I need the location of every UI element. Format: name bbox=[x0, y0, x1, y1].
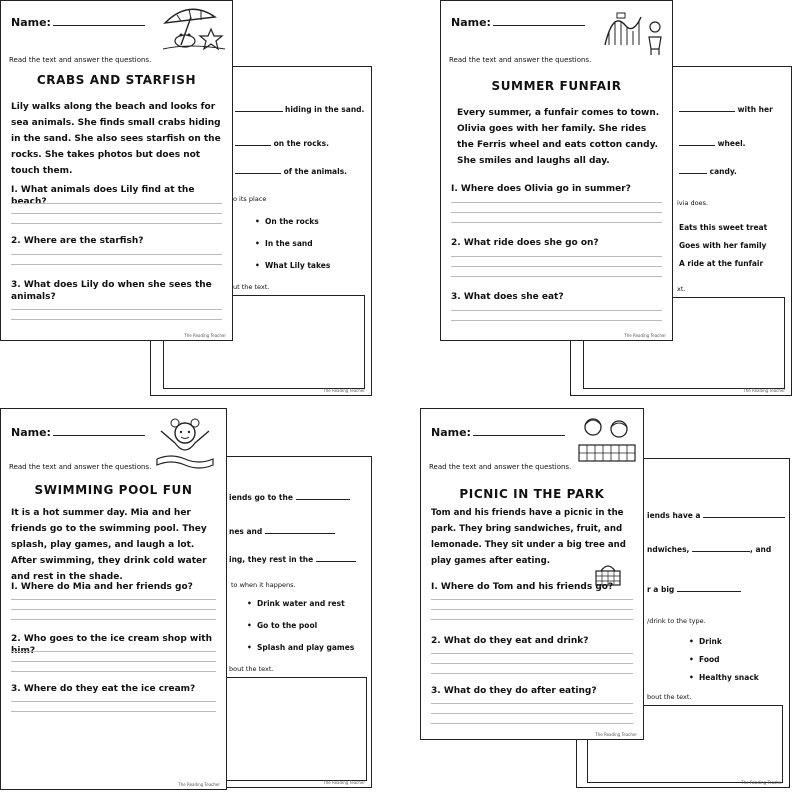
answer-line[interactable] bbox=[431, 653, 633, 654]
answer-blank[interactable] bbox=[677, 583, 741, 592]
back-instruction: to when it happens. bbox=[231, 581, 296, 589]
answer-line[interactable] bbox=[11, 599, 216, 600]
match-item[interactable]: • Go to the pool bbox=[247, 621, 318, 630]
match-item[interactable]: • In the sand bbox=[255, 239, 313, 248]
answer-line[interactable] bbox=[11, 203, 222, 204]
match-item[interactable]: Goes with her family bbox=[679, 241, 767, 250]
question-2: 2. What ride does she go on? bbox=[451, 238, 599, 248]
answer-blank[interactable] bbox=[679, 165, 707, 174]
answer-line[interactable] bbox=[451, 202, 662, 203]
instructions: Read the text and answer the questions. bbox=[429, 463, 572, 471]
back-fragment: iends go to the bbox=[229, 493, 293, 502]
answer-line[interactable] bbox=[451, 212, 662, 213]
back-fragment: hiding in the sand. bbox=[285, 105, 365, 114]
answer-line[interactable] bbox=[451, 222, 662, 223]
question-1: I. Where do Tom and his friends go? bbox=[431, 582, 614, 592]
answer-line[interactable] bbox=[451, 320, 662, 321]
answer-line[interactable] bbox=[11, 254, 222, 255]
match-item[interactable]: Eats this sweet treat bbox=[679, 223, 768, 232]
credit: The Reading Teacher bbox=[323, 388, 365, 393]
back-fragment: candy. bbox=[709, 167, 737, 176]
answer-line[interactable] bbox=[11, 711, 216, 712]
worksheet-title: CRABS AND STARFISH bbox=[36, 73, 197, 87]
answer-line[interactable] bbox=[11, 651, 216, 652]
answer-blank[interactable] bbox=[703, 509, 785, 518]
match-item[interactable]: • Splash and play games bbox=[247, 643, 355, 652]
back-fragment: with her bbox=[737, 105, 773, 114]
answer-blank[interactable] bbox=[235, 165, 281, 174]
question-1: I. Where do Mia and her friends go? bbox=[11, 582, 193, 592]
question-3: 3. What do they do after eating? bbox=[431, 686, 597, 696]
girl-in-pool-icon bbox=[151, 413, 219, 471]
answer-blank[interactable] bbox=[235, 137, 271, 146]
answer-blank[interactable] bbox=[679, 137, 715, 146]
answer-line[interactable] bbox=[11, 319, 222, 320]
back-fragment: iends have a bbox=[647, 511, 701, 520]
credit: The Reading Teacher bbox=[178, 782, 220, 787]
match-item[interactable]: • Drink bbox=[689, 637, 722, 646]
worksheet-title: SUMMER FUNFAIR bbox=[491, 79, 622, 93]
worksheet-crabs-and-starfish bbox=[0, 0, 233, 341]
back-instruction: /drink to the type. bbox=[647, 617, 706, 625]
answer-blank[interactable] bbox=[265, 525, 335, 534]
match-item[interactable]: • What Lily takes bbox=[255, 261, 331, 270]
answer-blank[interactable] bbox=[679, 103, 735, 112]
question-3: 3. What does Lily do when she sees the animals? bbox=[11, 280, 212, 302]
instructions: Read the text and answer the questions. bbox=[449, 56, 592, 64]
credit: The Reading Teacher bbox=[741, 780, 783, 785]
match-item[interactable]: • Food bbox=[689, 655, 720, 664]
reading-passage: Tom and his friends have a picnic in the park. They bring sandwiches, fruit, and lemonade. They sit under a big tree and play games after eating. bbox=[431, 508, 626, 566]
answer-line[interactable] bbox=[11, 264, 222, 265]
instructions: Read the text and answer the questions. bbox=[9, 463, 152, 471]
back-draw-prompt: xt. bbox=[677, 285, 686, 293]
credit: The Reading Teacher bbox=[323, 780, 365, 785]
worksheet-title: SWIMMING POOL FUN bbox=[34, 483, 193, 497]
roller-coaster-girl-icon bbox=[603, 5, 669, 55]
question-2: 2. Where are the starfish? bbox=[11, 236, 144, 246]
credit: The Reading Teacher bbox=[184, 333, 226, 338]
name-field[interactable]: Name: bbox=[431, 425, 565, 439]
answer-blank[interactable] bbox=[296, 491, 350, 500]
back-fragment: wheel. bbox=[717, 139, 746, 148]
answer-line[interactable] bbox=[11, 213, 222, 214]
match-item[interactable]: • Healthy snack bbox=[689, 673, 759, 682]
answer-line[interactable] bbox=[11, 619, 216, 620]
reading-passage: It is a hot summer day. Mia and her friends go to the swimming pool. They splash, play games, and laugh a lot. After swimming, they drink cold water and rest in the shade. bbox=[11, 508, 207, 582]
back-draw-prompt: ut the text. bbox=[233, 283, 270, 291]
answer-line[interactable] bbox=[431, 703, 633, 704]
answer-line[interactable] bbox=[11, 609, 216, 610]
picnic-kids-icon bbox=[573, 413, 641, 465]
answer-line[interactable] bbox=[431, 673, 633, 674]
credit: The Reading Teacher bbox=[624, 333, 666, 338]
reading-passage: Every summer, a funfair comes to town. Olivia goes with her family. She rides the Ferris wheel and eats cotton candy. She smiles and laughs all day. bbox=[457, 108, 660, 166]
question-3: 3. Where do they eat the ice cream? bbox=[11, 684, 196, 694]
answer-line[interactable] bbox=[451, 256, 662, 257]
back-draw-prompt: bout the text. bbox=[647, 693, 692, 701]
name-field[interactable]: Name: bbox=[11, 15, 145, 29]
back-fragment: , and bbox=[750, 545, 772, 554]
credit: The Reading Teacher bbox=[743, 388, 785, 393]
credit: The Reading Teacher bbox=[595, 732, 637, 737]
answer-line[interactable] bbox=[431, 663, 633, 664]
question-1: I. What animals does Lily find at the beach? bbox=[11, 185, 195, 207]
back-draw-prompt: bout the text. bbox=[229, 665, 274, 673]
worksheet-summer-funfair bbox=[440, 0, 673, 341]
reading-passage: Lily walks along the beach and looks for sea animals. She finds small crabs hiding in the sand. She also sees starfish on the rocks. She takes photos but does not touch them. bbox=[11, 102, 221, 176]
answer-line[interactable] bbox=[451, 310, 662, 311]
worksheet-swimming-pool-fun bbox=[0, 408, 227, 790]
answer-line[interactable] bbox=[431, 609, 633, 610]
worksheet-picnic-in-the-park bbox=[420, 408, 644, 740]
match-item[interactable]: • Drink water and rest bbox=[247, 599, 345, 608]
answer-blank[interactable] bbox=[692, 543, 750, 552]
back-instruction: o its place bbox=[233, 195, 267, 203]
back-fragment: r a big bbox=[647, 585, 675, 594]
name-field[interactable]: Name: bbox=[451, 15, 585, 29]
instructions: Read the text and answer the questions. bbox=[9, 56, 152, 64]
answer-line[interactable] bbox=[11, 671, 216, 672]
answer-blank[interactable] bbox=[235, 103, 283, 112]
answer-line[interactable] bbox=[431, 713, 633, 714]
answer-line[interactable] bbox=[431, 619, 633, 620]
question-2: 2. What do they eat and drink? bbox=[431, 636, 589, 646]
back-fragment: ing, they rest in the bbox=[229, 555, 314, 564]
beach-umbrella-crab-starfish-icon bbox=[159, 3, 229, 51]
back-fragment: of the animals. bbox=[283, 167, 348, 176]
question-3: 3. What does she eat? bbox=[451, 292, 564, 302]
worksheet-title: PICNIC IN THE PARK bbox=[459, 487, 605, 501]
question-2: 2. Who goes to the ice cream shop with him? bbox=[11, 634, 213, 656]
answer-line[interactable] bbox=[11, 661, 216, 662]
match-item[interactable]: • On the rocks bbox=[255, 217, 319, 226]
back-fragment: on the rocks. bbox=[273, 139, 329, 148]
answer-line[interactable] bbox=[11, 701, 216, 702]
match-item[interactable]: A ride at the funfair bbox=[679, 259, 764, 268]
question-1: I. Where does Olivia go in summer? bbox=[451, 184, 631, 194]
name-field[interactable]: Name: bbox=[11, 425, 145, 439]
answer-line[interactable] bbox=[431, 599, 633, 600]
answer-line[interactable] bbox=[451, 266, 662, 267]
back-instruction: ivia does. bbox=[677, 199, 709, 207]
answer-line[interactable] bbox=[451, 276, 662, 277]
answer-line[interactable] bbox=[11, 223, 222, 224]
back-fragment: ndwiches, bbox=[647, 545, 690, 554]
back-fragment: nes and bbox=[229, 527, 263, 536]
answer-line[interactable] bbox=[11, 309, 222, 310]
answer-blank[interactable] bbox=[316, 553, 356, 562]
answer-line[interactable] bbox=[431, 723, 633, 724]
